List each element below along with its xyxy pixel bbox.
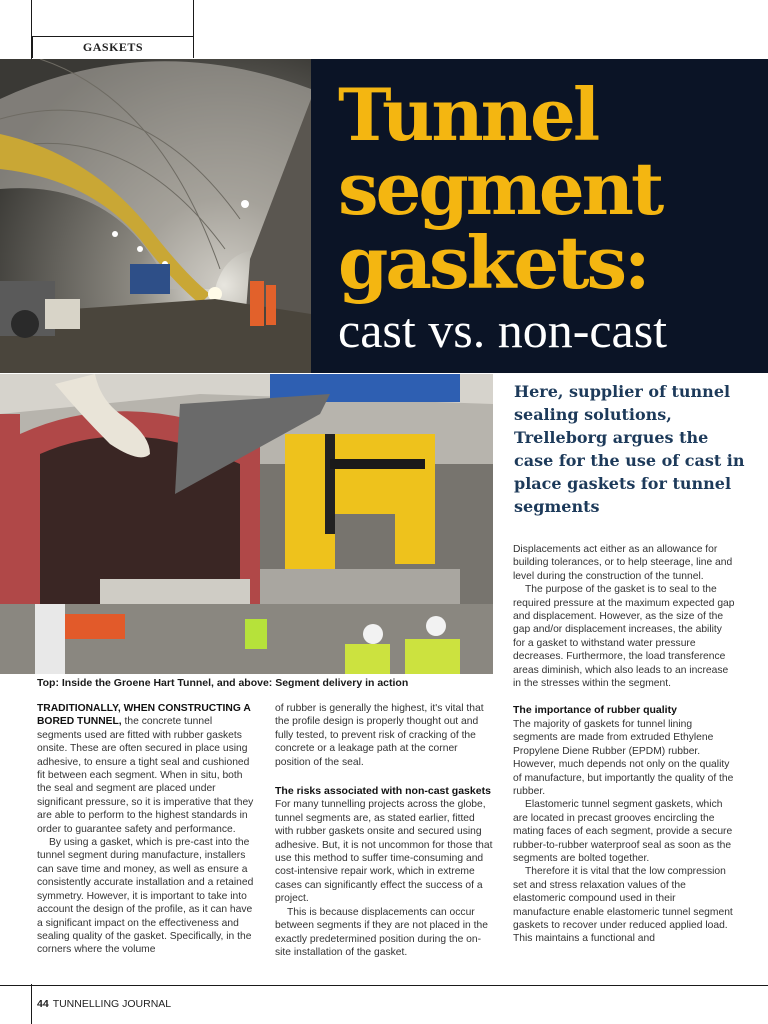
top-rule: [193, 0, 194, 37]
body-column-1: [37, 702, 255, 957]
subheading: The risks associated with non-cast gaskets: [275, 785, 491, 798]
standfirst: Here, supplier of tunnel sealing solutions, Trelleborg argues the case for the use of cast in place gaskets for tunnel segments: [514, 382, 745, 516]
page-number: 44: [37, 998, 49, 1010]
paragraph: For many tunnelling projects across the globe, tunnel segments are, as stated earlier, fitted with rubber gaskets onsite and secured using adhesive. But, it is not uncommon for those that use this method to suffer time-consuming and cost-intensive repair work, which in extreme cases can significantly effect the success of a project.: [275, 799, 493, 905]
body-column-2: [275, 702, 493, 959]
lead-in: TRADITIONALLY, WHEN CONSTRUCTING A BORED TUNNEL,: [37, 703, 251, 728]
photo-caption: Top: Inside the Groene Hart Tunnel, and above: Segment delivery in action: [37, 677, 409, 689]
paragraph: This is because displacements can occur between segments if they are not placed in the exactly predetermined position during the on-site installation of the gasket.: [275, 906, 488, 958]
paragraph: Therefore it is vital that the low compression set and stress relaxation values of the elastomeric compound used in their manufacture enable elastomeric tunnel segment gaskets to recover under reduced applied load. This maintains a functional and: [513, 866, 733, 945]
left-margin-rule-lower: [31, 984, 32, 1024]
subheading: The importance of rubber quality: [513, 704, 677, 717]
tunnel-interior-photo: [0, 59, 311, 373]
page-footer: [37, 998, 171, 1010]
paragraph: of rubber is generally the highest, it's vital that the profile design is properly thought out and fully tested, to prevent risk of cracking of the concrete or a leakage path at the corner position of the seal.: [275, 703, 484, 768]
publication-name: TUNNELLING JOURNAL: [52, 998, 172, 1010]
headline-line-1: Tunnel: [338, 72, 598, 157]
title-block: [311, 59, 768, 373]
paragraph: By using a gasket, which is pre-cast into the tunnel segment during manufacture, installers can save time and money, as well as ensure a consistently accurate installation and a retained symmetry. However, it is important to take into account the design of the profile, as it can have a significant impact on the effectiveness and sealing quality of the gasket. Specifically, in the corners where the volume: [37, 837, 254, 956]
headline-subtitle: cast vs. non-cast: [338, 302, 668, 358]
section-label: GASKETS: [32, 36, 194, 58]
footer-rule: [0, 985, 768, 986]
paragraph: Elastomeric tunnel segment gaskets, which are located in precast grooves encircling the mating faces of each segment, provide a secure rubber-to-rubber waterproof seal as soon as the segments are bolted together.: [513, 799, 733, 864]
paragraph: TRADITIONALLY, WHEN CONSTRUCTING A BORED TUNNEL, the concrete tunnel segments used are fitted with rubber gaskets onsite. These are often secured in place using adhesive, to ensure a tight seal and cushioned fit between each segment. When in situ, both the seal and segment are placed under significant pressure, so it is imperative that they are able to perform to the highest standards in order to guarantee safety and performance.: [37, 703, 254, 835]
paragraph: The majority of gaskets for tunnel lining segments are made from extruded Ethylene Propylene Diene Rubber (EPDM) rubber. However, much depends not only on the quality of manufacture, but importantly the quality of the rubber.: [513, 718, 734, 797]
segment-delivery-illustration: [0, 374, 493, 674]
body-column-3: [513, 543, 735, 946]
paragraph: Displacements act either as an allowance for building tolerances, or to help steerage, line and level during the construction of the tunnel.: [513, 544, 733, 582]
segment-delivery-photo: [0, 374, 493, 674]
tunnel-interior-illustration: [0, 59, 311, 373]
headline-line-3: gaskets:: [338, 220, 648, 305]
paragraph: The purpose of the gasket is to seal to the required pressure at the maximum expected gap and displacement. However, as the size of the gap and/or displacement increases, the ability for a gasket to withstand water pressure decreases. Furthermore, the load transference areas diminish, which also leads to an increase in the stresses within the segment.: [513, 584, 735, 690]
headline-line-2: segment: [338, 146, 662, 231]
